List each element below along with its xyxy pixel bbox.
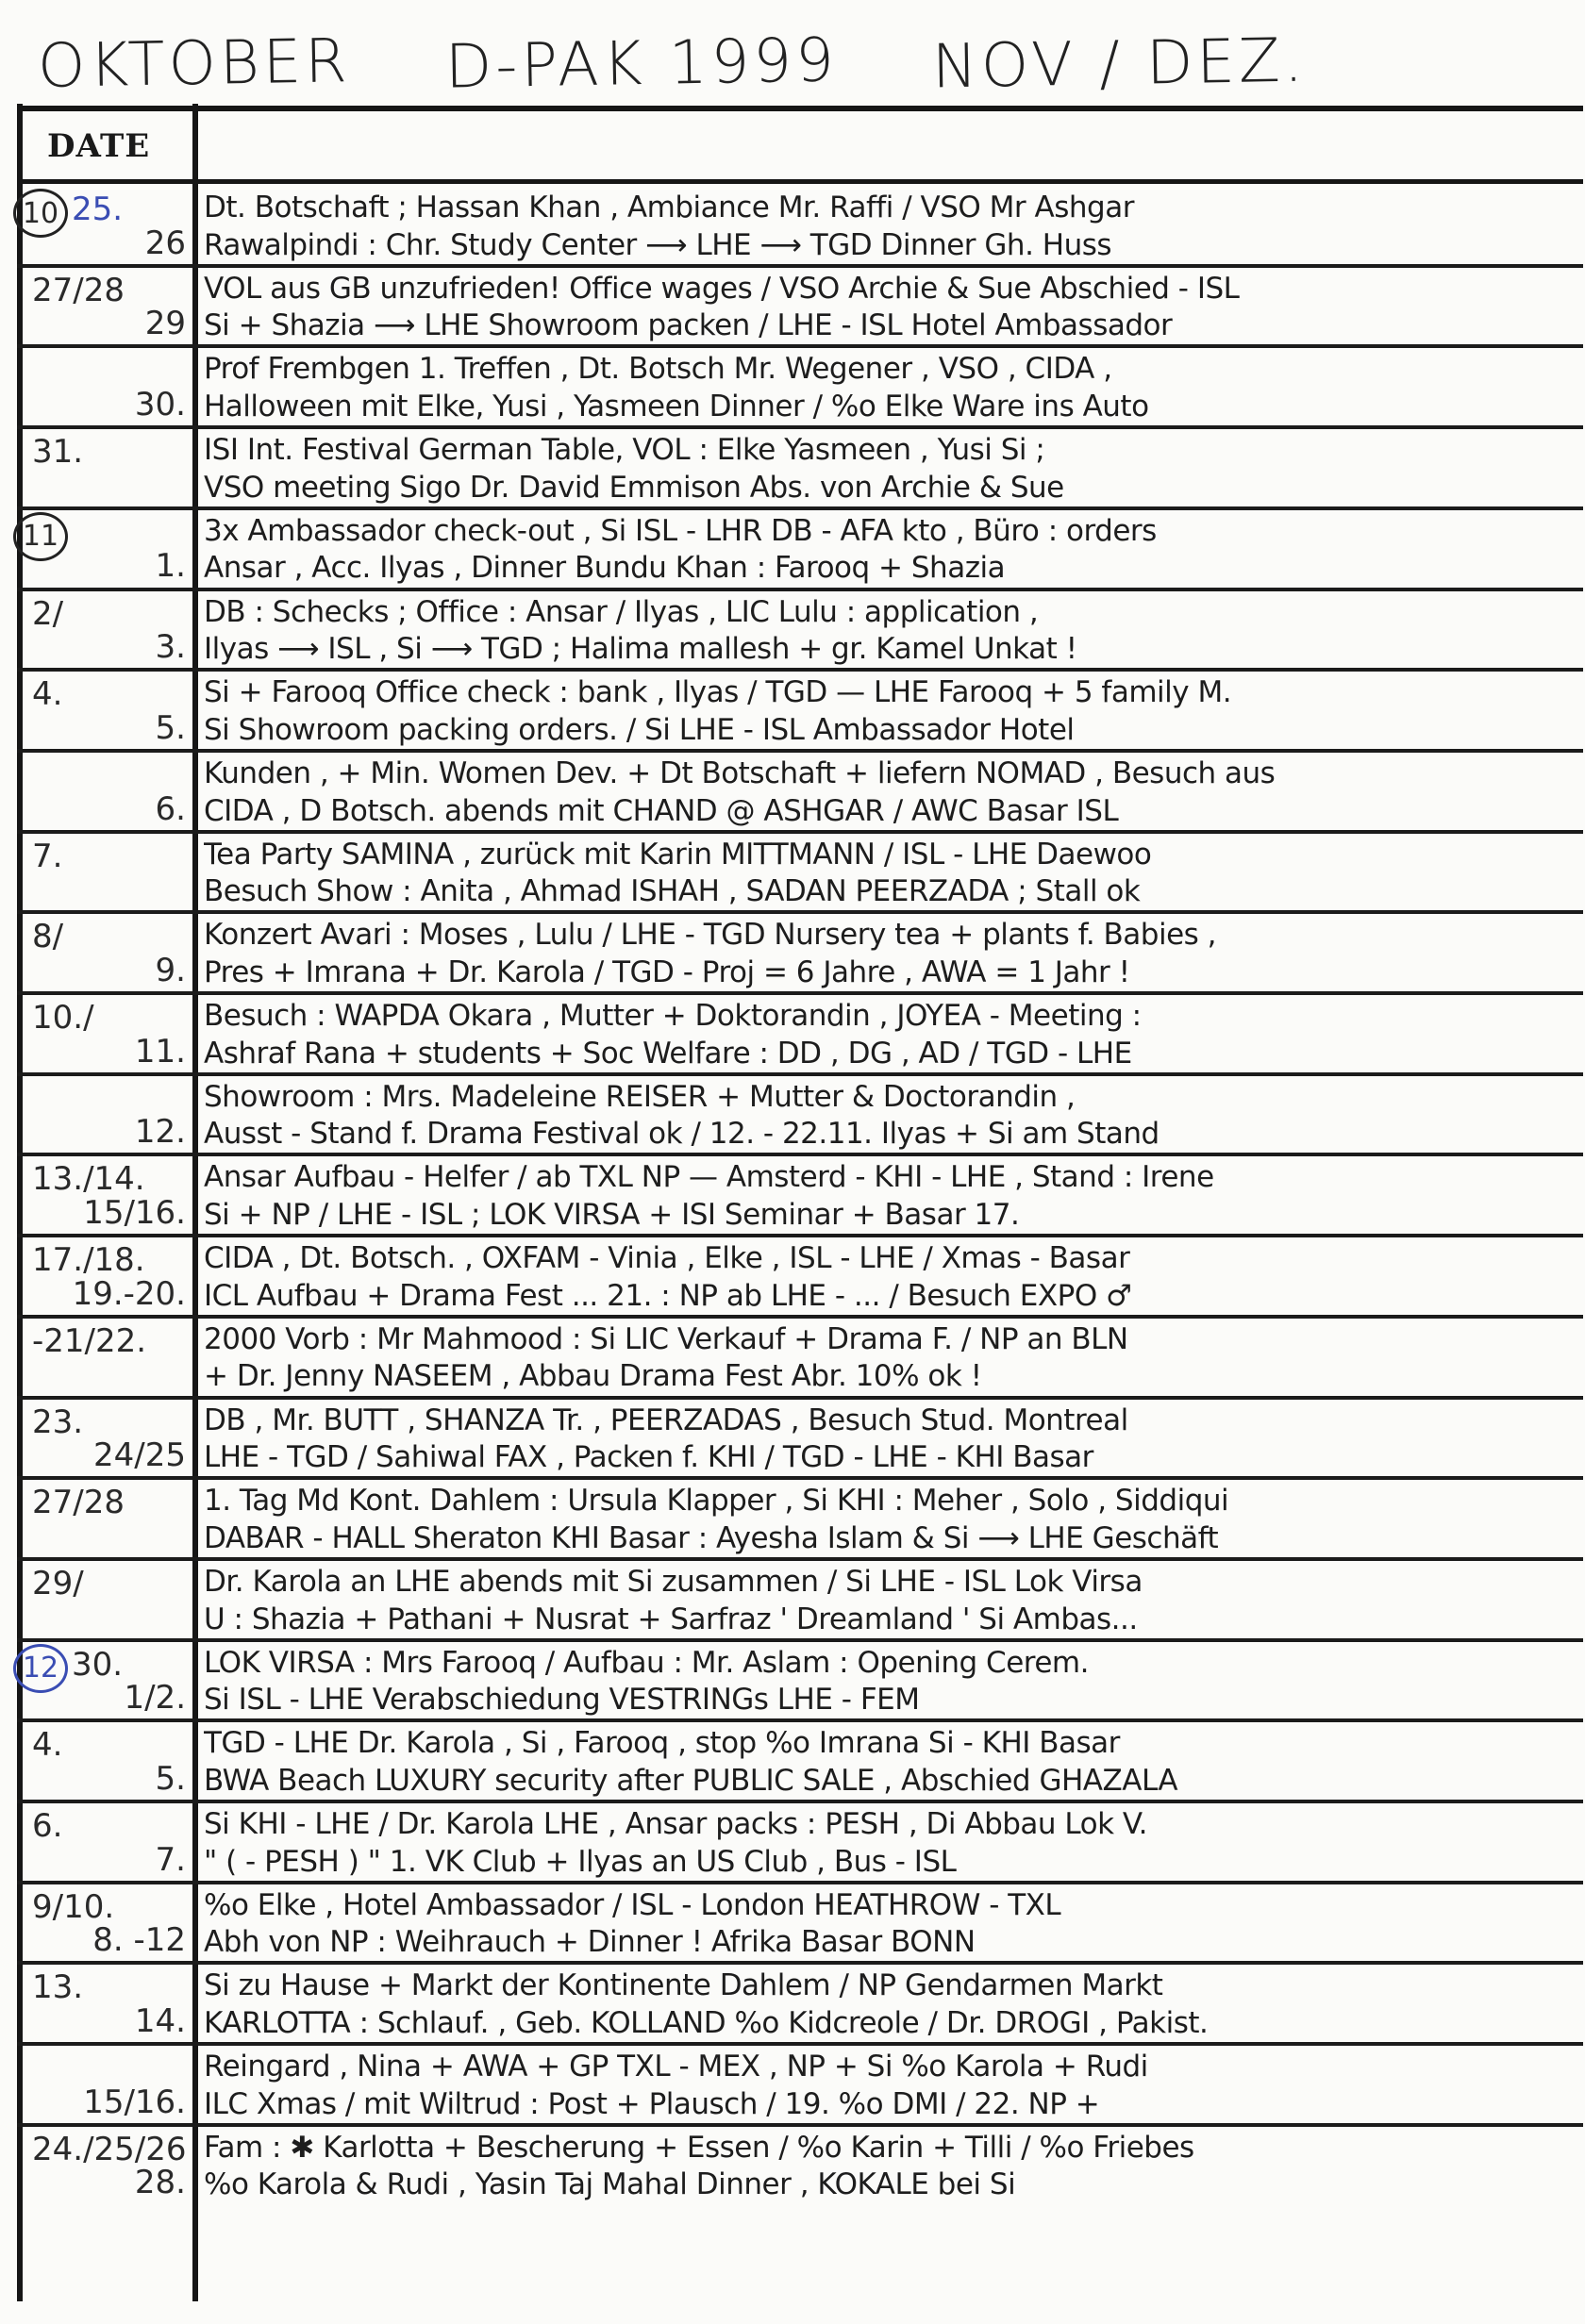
- entry-date-second: 30.: [134, 386, 186, 424]
- entry-text: [204, 1398, 1572, 1479]
- entry-text: [204, 670, 1572, 751]
- entry-line: VSO meeting Sigo Dr. David Emmison Abs. von Archie & Sue: [204, 470, 1064, 505]
- entry-date: [9, 912, 193, 993]
- entry-line: Dt. Botschaft ; Hassan Khan , Ambiance Mr. Raffi / VSO Mr Ashgar: [204, 191, 1134, 224]
- entry-date-second: 28.: [134, 2164, 186, 2202]
- entry-date-second: 6.: [155, 789, 186, 828]
- entry-line: Besuch : WAPDA Okara , Mutter + Doktorandin , JOYEA - Meeting :: [204, 999, 1142, 1033]
- entry-date-second: 5.: [155, 1759, 186, 1798]
- entry-text: [204, 1720, 1572, 1801]
- entry-text: [204, 589, 1572, 671]
- entry-text: [204, 751, 1572, 832]
- entry-text: [204, 1963, 1572, 2044]
- entry-text: [204, 266, 1572, 347]
- entry-date-first: 6.: [32, 1807, 63, 1845]
- entry-date-second: 14.: [134, 2002, 186, 2041]
- entry-date-first: 30.: [72, 1645, 124, 1684]
- entry-date-second: 1/2.: [124, 1679, 186, 1718]
- entry-line: Si ISL - LHE Verabschiedung VESTRINGs LHE - FEM: [204, 1683, 920, 1718]
- entry-date-second: 8. -12: [92, 1921, 186, 1960]
- entry-date-first: -21/22.: [32, 1321, 147, 1360]
- diary-entry-row: [0, 346, 1585, 427]
- diary-entry-row: [0, 1236, 1585, 1317]
- date-column-header: DATE: [47, 127, 151, 165]
- entry-date-first: 31.: [32, 433, 84, 472]
- entry-line: Tea Party SAMINA , zurück mit Karin MITTMANN / ISL - LHE Daewoo: [204, 837, 1152, 872]
- entry-line: Si Showroom packing orders. / Si LHE - ISL Ambassador Hotel: [204, 712, 1075, 747]
- diary-entry-row: [0, 1559, 1585, 1640]
- diary-entry-row: [0, 1640, 1585, 1721]
- entry-date-second: 11.: [134, 1032, 186, 1071]
- entry-date: [9, 589, 193, 671]
- entry-date: [9, 427, 193, 508]
- entry-line: BWA Beach LUXURY security after PUBLIC SALE , Abschied GHAZALA: [204, 1763, 1178, 1798]
- page-header: [38, 17, 1547, 111]
- entry-date: [9, 832, 193, 913]
- entry-line: ILC Xmas / mit Wiltrud : Post + Plausch / 19. %o DMI / 22. NP +: [204, 2086, 1100, 2121]
- entry-date: [9, 1317, 193, 1398]
- diary-entry-row: [0, 1720, 1585, 1801]
- entry-line: ISI Int. Festival German Table, VOL : Elke Yasmeen , Yusi Si ;: [204, 433, 1045, 468]
- entry-line: Prof Frembgen 1. Treffen , Dt. Botsch Mr. Wegener , VSO , CIDA ,: [204, 352, 1112, 387]
- entry-date-second: 9.: [155, 951, 186, 989]
- entry-line: U : Shazia + Pathani + Nusrat + Sarfraz ' Dreamland ' Si Ambas...: [204, 1602, 1138, 1636]
- entry-date-first: 4.: [32, 1726, 63, 1765]
- entry-text: [204, 1801, 1572, 1883]
- entry-line: VOL aus GB unzufrieden! Office wages / VSO Archie & Sue Abschied - ISL: [204, 271, 1240, 306]
- entry-date-second: 7.: [155, 1840, 186, 1879]
- header-rule: [17, 179, 1583, 184]
- entry-date: [9, 508, 193, 589]
- entry-line: Konzert Avari : Moses , Lulu / LHE - TGD Nursery tea + plants f. Babies ,: [204, 918, 1217, 953]
- month-badge: 12: [13, 1644, 68, 1693]
- entry-date-first: 29/: [32, 1564, 84, 1602]
- entry-date-second: 15/16.: [83, 1194, 186, 1233]
- entry-line: Reingard , Nina + AWA + GP TXL - MEX , NP + Si %o Karola + Rudi: [204, 2050, 1148, 2084]
- entry-date-second: 24/25: [93, 1436, 186, 1475]
- entry-text: [204, 1317, 1572, 1398]
- entry-date: [9, 1801, 193, 1883]
- entry-line: Rawalpindi : Chr. Study Center ⟶ LHE ⟶ TGD Dinner Gh. Huss: [204, 227, 1112, 262]
- diary-entry-row: [0, 1074, 1585, 1155]
- entry-date: [9, 993, 193, 1074]
- entry-text: [204, 1478, 1572, 1559]
- entry-date-first: 13.: [32, 1968, 84, 2007]
- entry-date-first: 2/: [32, 594, 64, 633]
- month-badge: 10: [13, 189, 68, 238]
- diary-entry-row: [0, 993, 1585, 1074]
- entry-date: [9, 751, 193, 832]
- diary-entry-row: [0, 912, 1585, 993]
- entry-line: Ausst - Stand f. Drama Festival ok / 12. - 22.11. Ilyas + Si am Stand: [204, 1117, 1160, 1152]
- diary-entry-row: [0, 185, 1585, 266]
- entry-date: [9, 1398, 193, 1479]
- entry-date: [9, 266, 193, 347]
- diary-entry-row: [0, 1963, 1585, 2044]
- entry-date: [9, 1883, 193, 1964]
- entry-date-first: 13./14.: [32, 1160, 145, 1199]
- entry-line: CIDA , Dt. Botsch. , OXFAM - Vinia , Elke , ISL - LHE / Xmas - Basar: [204, 1241, 1130, 1276]
- entry-text: [204, 427, 1572, 508]
- entry-text: [204, 185, 1572, 266]
- entry-line: + Dr. Jenny NASEEM , Abbau Drama Fest Abr. 10% ok !: [204, 1359, 982, 1394]
- entry-text: [204, 508, 1572, 589]
- entry-date: [9, 2044, 193, 2125]
- entry-text: [204, 1640, 1572, 1721]
- entry-line: " ( - PESH ) " 1. VK Club + Ilyas an US Club , Bus - ISL: [204, 1844, 957, 1879]
- entry-line: KARLOTTA : Schlauf. , Geb. KOLLAND %o Kidcreole / Dr. DROGI , Pakist.: [204, 2006, 1209, 2041]
- entry-date-second: 3.: [155, 628, 186, 667]
- entry-date-first: 23.: [32, 1403, 84, 1441]
- diary-entry-row: [0, 670, 1585, 751]
- entry-text: [204, 832, 1572, 913]
- entry-date-second: 26: [144, 224, 186, 262]
- entry-line: DB : Schecks ; Office : Ansar / Ilyas , LIC Lulu : application ,: [204, 594, 1039, 629]
- diary-entry-row: [0, 832, 1585, 913]
- diary-entry-row: [0, 751, 1585, 832]
- entry-date-first: 4.: [32, 675, 63, 714]
- entry-date-second: 12.: [134, 1113, 186, 1152]
- entry-date-second: 5.: [155, 708, 186, 747]
- entry-line: Ilyas ⟶ ISL , Si ⟶ TGD ; Halima mallesh + gr. Kamel Unkat !: [204, 632, 1077, 667]
- entry-date-first: 25.: [72, 191, 124, 228]
- entry-line: %o Elke , Hotel Ambassador / ISL - London HEATHROW - TXL: [204, 1887, 1061, 1922]
- entry-date: [9, 346, 193, 427]
- entry-date-second: 19.-20.: [72, 1274, 186, 1313]
- entry-text: [204, 346, 1572, 427]
- diary-entry-row: [0, 427, 1585, 508]
- header-center: D-PAK 1999: [444, 25, 839, 103]
- entry-line: Abh von NP : Weihrauch + Dinner ! Afrika Basar BONN: [204, 1925, 976, 1960]
- entry-line: TGD - LHE Dr. Karola , Si , Farooq , stop %o Imrana Si - KHI Basar: [204, 1726, 1120, 1761]
- entry-line: LHE - TGD / Sahiwal FAX , Packen f. KHI / TGD - LHE - KHI Basar: [204, 1440, 1093, 1475]
- entry-date-first: 9/10.: [32, 1887, 115, 1926]
- entry-text: [204, 912, 1572, 993]
- entry-line: Si + NP / LHE - ISL ; LOK VIRSA + ISI Seminar + Basar 17.: [204, 1198, 1020, 1233]
- entry-date-first: 8/: [32, 918, 64, 956]
- entry-date-first: 17./18.: [32, 1241, 145, 1280]
- entry-line: ICL Aufbau + Drama Fest ... 21. : NP ab LHE - ... / Besuch EXPO ♂: [204, 1278, 1132, 1313]
- entry-line: Kunden , + Min. Women Dev. + Dt Botschaft + liefern NOMAD , Besuch aus: [204, 755, 1276, 790]
- entry-line: Fam : ✱ Karlotta + Bescherung + Essen / %o Karin + Tilli / %o Friebes: [204, 2130, 1194, 2165]
- diary-entry-row: [0, 1317, 1585, 1398]
- top-rule: [17, 106, 1583, 111]
- entry-date: [9, 2125, 193, 2206]
- entry-line: Ansar , Acc. Ilyas , Dinner Bundu Khan : Farooq + Shazia: [204, 551, 1006, 586]
- diary-entry-row: [0, 1478, 1585, 1559]
- entry-line: CIDA , D Botsch. abends mit CHAND @ ASHGAR / AWC Basar ISL: [204, 793, 1119, 828]
- entry-line: Si zu Hause + Markt der Kontinente Dahlem / NP Gendarmen Markt: [204, 1968, 1163, 2003]
- entry-date-second: 15/16.: [83, 2083, 186, 2121]
- diary-entry-row: [0, 2044, 1585, 2125]
- diary-entry-row: [0, 2125, 1585, 2206]
- entry-line: 3x Ambassador check-out , Si ISL - LHR DB - AFA kto , Büro : orders: [204, 513, 1157, 548]
- diary-entry-row: [0, 508, 1585, 589]
- entry-date: [9, 1074, 193, 1155]
- entry-text: [204, 1236, 1572, 1317]
- entry-text: [204, 1883, 1572, 1964]
- entry-line: Dr. Karola an LHE abends mit Si zusammen / Si LHE - ISL Lok Virsa: [204, 1564, 1143, 1599]
- entry-line: LOK VIRSA : Mrs Farooq / Aufbau : Mr. Aslam : Opening Cerem.: [204, 1645, 1089, 1680]
- entry-line: 2000 Vorb : Mr Mahmood : Si LIC Verkauf + Drama F. / NP an BLN: [204, 1321, 1128, 1356]
- entry-date: [9, 1559, 193, 1640]
- entry-date: [9, 1236, 193, 1317]
- entry-date: [9, 1640, 193, 1721]
- entry-date: [9, 1478, 193, 1559]
- entry-text: [204, 1154, 1572, 1236]
- diary-entry-row: [0, 1398, 1585, 1479]
- entry-date: [9, 1720, 193, 1801]
- diary-entry-row: [0, 1801, 1585, 1883]
- entry-line: Ansar Aufbau - Helfer / ab TXL NP — Amsterd - KHI - LHE , Stand : Irene: [204, 1160, 1214, 1195]
- entry-text: [204, 1559, 1572, 1640]
- entry-line: Besuch Show : Anita , Ahmad ISHAH , SADAN PEERZADA ; Stall ok: [204, 874, 1141, 909]
- entry-date-second: 1.: [155, 547, 186, 586]
- header-left: OKTOBER: [37, 26, 352, 102]
- entry-line: Si + Farooq Office check : bank , Ilyas / TGD — LHE Farooq + 5 family M.: [204, 675, 1232, 710]
- entry-text: [204, 2044, 1572, 2125]
- entry-date-first: 24./25/26: [32, 2130, 187, 2168]
- diary-entry-row: [0, 1883, 1585, 1964]
- entry-line: Si KHI - LHE / Dr. Karola LHE , Ansar packs : PESH , Di Abbau Lok V.: [204, 1807, 1147, 1841]
- diary-entry-row: [0, 589, 1585, 671]
- entry-line: Showroom : Mrs. Madeleine REISER + Mutter & Doctorandin ,: [204, 1079, 1076, 1114]
- diary-entry-row: [0, 1154, 1585, 1236]
- entry-line: Pres + Imrana + Dr. Karola / TGD - Proj = 6 Jahre , AWA = 1 Jahr !: [204, 954, 1130, 989]
- header-right: NOV / DEZ.: [930, 25, 1308, 103]
- entry-text: [204, 2125, 1572, 2206]
- entry-text: [204, 1074, 1572, 1155]
- entry-line: Si + Shazia ⟶ LHE Showroom packen / LHE - ISL Hotel Ambassador: [204, 308, 1173, 343]
- entry-date: [9, 1963, 193, 2044]
- entry-date-first: 27/28: [32, 271, 125, 309]
- entry-date-first: 7.: [32, 837, 63, 875]
- entry-date-first: 10./: [32, 999, 94, 1037]
- entry-line: Ashraf Rana + students + Soc Welfare : DD , DG , AD / TGD - LHE: [204, 1036, 1132, 1071]
- entry-line: 1. Tag Md Kont. Dahlem : Ursula Klapper , Si KHI : Meher , Solo , Siddiqui: [204, 1484, 1229, 1519]
- entry-line: DB , Mr. BUTT , SHANZA Tr. , PEERZADAS , Besuch Stud. Montreal: [204, 1403, 1128, 1437]
- entry-date-second: 29: [144, 305, 186, 343]
- entry-line: DABAR - HALL Sheraton KHI Basar : Ayesha Islam & Si ⟶ LHE Geschäft: [204, 1520, 1219, 1555]
- entry-date: [9, 670, 193, 751]
- entry-date: [9, 185, 193, 266]
- entry-date-first: 27/28: [32, 1484, 125, 1522]
- entry-text: [204, 993, 1572, 1074]
- entry-line: Halloween mit Elke, Yusi , Yasmeen Dinner / %o Elke Ware ins Auto: [204, 390, 1149, 424]
- entry-line: %o Karola & Rudi , Yasin Taj Mahal Dinner , KOKALE bei Si: [204, 2167, 1016, 2202]
- diary-entry-row: [0, 266, 1585, 347]
- month-badge: 11: [13, 512, 68, 561]
- entry-date: [9, 1154, 193, 1236]
